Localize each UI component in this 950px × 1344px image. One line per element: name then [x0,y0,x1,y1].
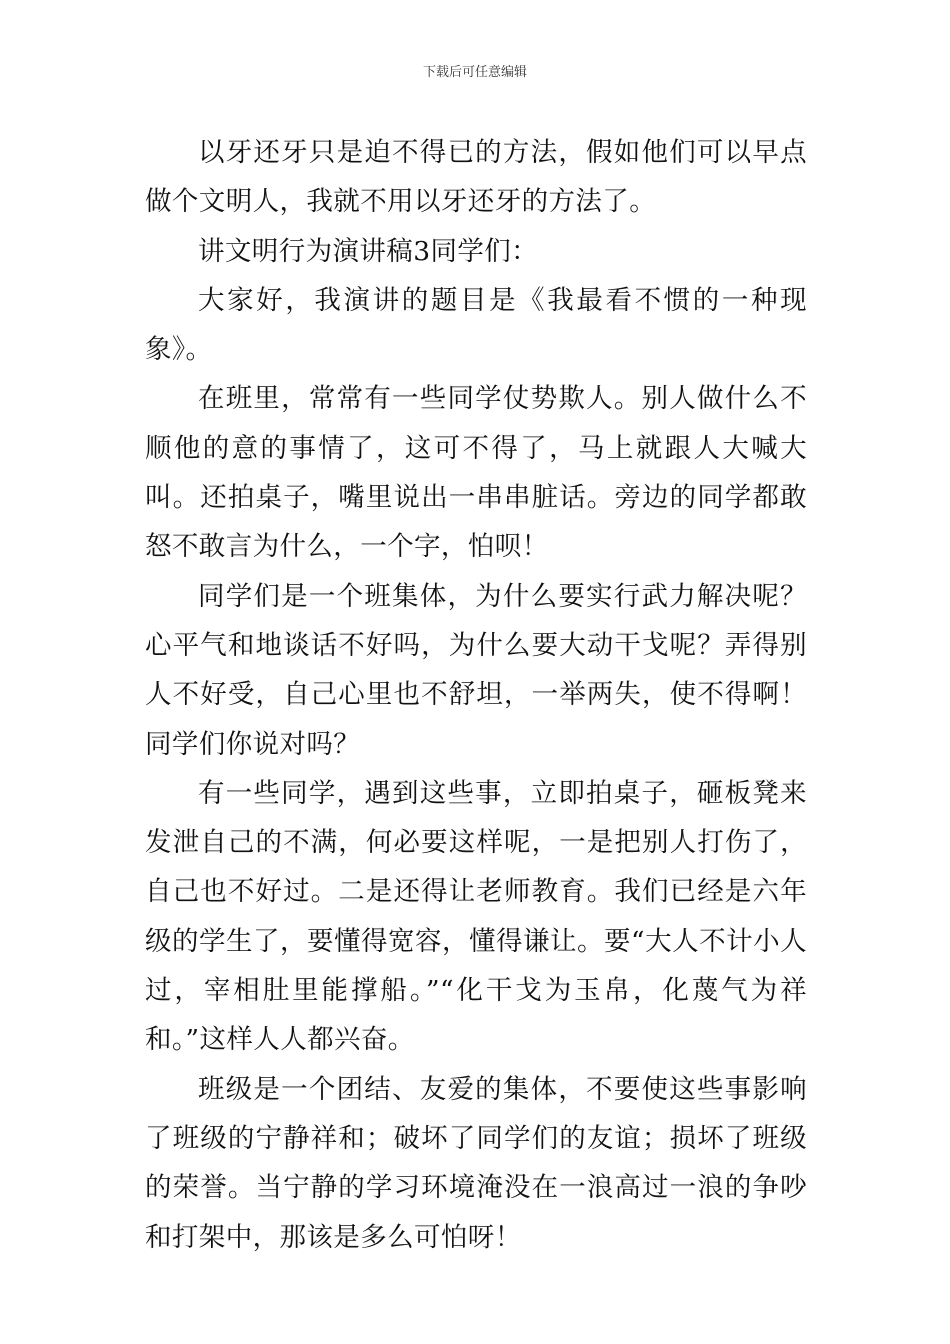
paragraph-5: 同学们是一个班集体，为什么要实行武力解决呢？心平气和地谈话不好吗，为什么要大动干戈呢？弄得别人不好受，自己心里也不舒坦，一举两失，使不得啊！同学们你说对吗？ [145,580,807,760]
paragraph-7: 班级是一个团结、友爱的集体，不要使这些事影响了班级的宁静祥和；破坏了同学们的友谊；损坏了班级的荣誉。当宁静的学习环境淹没在一浪高过一浪的争吵和打架中，那该是多么可怕呀！ [145,1073,807,1253]
paragraph-4: 在班里，常常有一些同学仗势欺人。别人做什么不顺他的意的事情了，这可不得了，马上就跟人大喊大叫。还拍桌子，嘴里说出一串串脏话。旁边的同学都敢怒不敢言为什么，一个字，怕呗！ [145,383,807,563]
document-body [145,128,807,1262]
paragraph-1: 以牙还牙只是迫不得已的方法，假如他们可以早点做个文明人，我就不用以牙还牙的方法了。 [145,137,807,218]
page-header: 下载后可任意编辑 [422,65,527,80]
paragraph-2-speech-title: 讲文明行为演讲稿3同学们： [198,235,539,267]
paragraph-6: 有一些同学，遇到这些事，立即拍桌子，砸板凳来发泄自己的不满，何必要这样呢，一是把别人打伤了，自己也不好过。二是还得让老师教育。我们已经是六年级的学生了，要懂得宽容，懂得谦让。要“大人不计小人过，宰相肚里能撑船。”“化干戈为玉帛，化蔑气为祥和。”这样人人都兴奋。 [145,777,807,1056]
paragraph-3-greeting: 大家好，我演讲的题目是《我最看不惯的一种现象》。 [145,284,807,366]
